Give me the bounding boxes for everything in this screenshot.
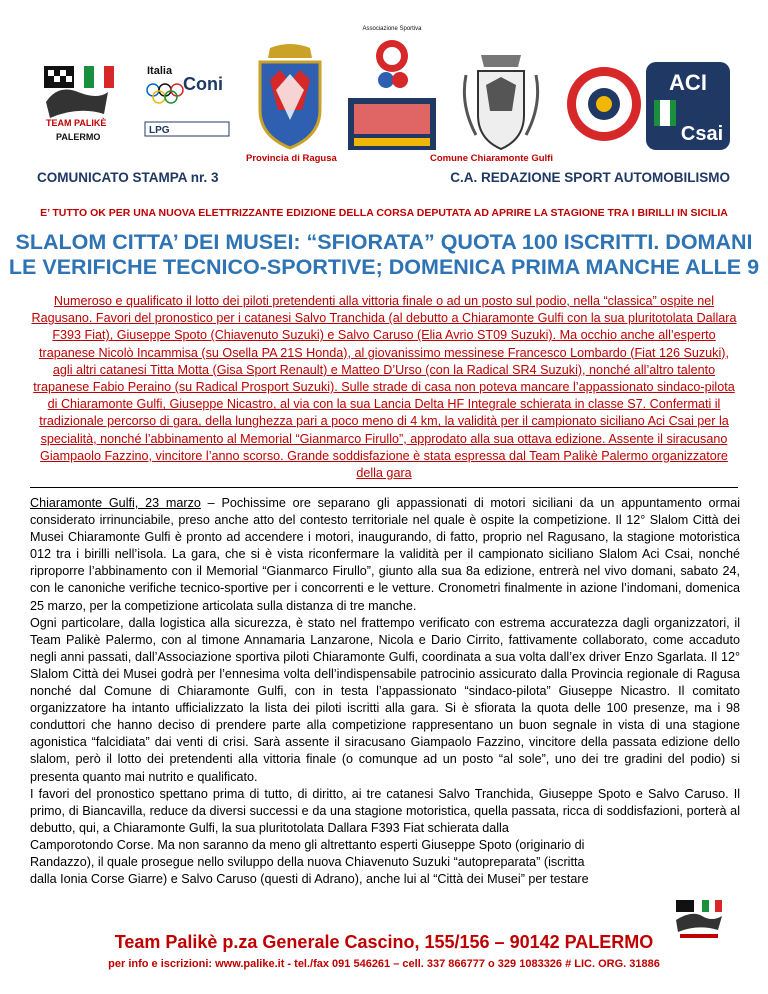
title-line-1: SLALOM CITTA’ DEI MUSEI: “SFIORATA” QUOTA 100 ISCRITTI. DOMANI bbox=[15, 230, 753, 254]
footer-address: Team Palikè p.za Generale Cascino, 155/156 – 90142 PALERMO bbox=[114, 932, 654, 952]
provincia-ragusa-crest-icon bbox=[240, 40, 340, 152]
team-palike-logo bbox=[38, 62, 120, 146]
article-body bbox=[30, 495, 740, 888]
svg-text:Italia: Italia bbox=[147, 65, 173, 77]
paragraph-3 bbox=[30, 786, 740, 837]
caption-comune-chiaramonte: Comune Chiaramonte Gulfi bbox=[430, 153, 553, 164]
associazione-sportiva-logo bbox=[342, 20, 442, 158]
svg-text:Associazione Sportiva: Associazione Sportiva bbox=[362, 26, 422, 32]
caption-provincia-ragusa: Provincia di Ragusa bbox=[246, 153, 337, 164]
svg-text:Coni: Coni bbox=[183, 74, 223, 94]
footer-contacts: per info e iscrizioni: www.palike.it - tel./fax 091 546261 – cell. 337 866777 o 329 1083326 # LIC. ORG. 31886 bbox=[108, 958, 660, 970]
paragraph-3-line-2: Camporotondo Corse. Ma non saranno da meno gli altrettanto esperti Giuseppe Spoto (originario di bbox=[30, 837, 585, 852]
paragraph-3-part-1: I favori del pronostico spettano prima di tutto, di diritto, ai tre catanesi Salvo Tranchida, Giuseppe Spoto e Salvo Caruso. Il primo, di Biancavilla, reduce da diversi successi e da una stagione motoristica, quella passata, ricca di soddisfazioni, porterà al debutto, qui, a Chiaramonte Gulfi, la sua pluritotolata Dallara F393 Fiat schierata dalla bbox=[30, 786, 740, 835]
paragraph-2: Ogni particolare, dalla logistica alla sicurezza, è stato nel frattempo verificato con estrema accuratezza dagli organizzatori, il Team Palikè Palermo, con al timone Annamaria Lanzarone, Nicola e Dario Cirrito, fattivamente collaborato, come accaduto negli anni passati, dall’Associazione sportiva piloti Chiaramonte Gulfi, coordinata a sua volta dall’ex driver Enzo Sgarlata. Il 12° Slalom Città dei Musei godrà per l’ennesima volta dell’indispensabile patrocinio assicurato dalla Provincia regionale di Ragusa nonché dal Comune di Chiaramonte Gulfi, con in testa l’appassionato “sindaco-pilota” Giuseppe Nicastro. Il comitato organizzatore ha intanto ufficializzato la lista dei piloti iscritti alla gara. Si è sfiorata la quota delle 100 presenze, ma i 98 conduttori che hanno deciso di prendere parte alla competizione rappresentano un buon segnale in vista di una stagione agonistica “falcidiata” dai venti di crisi. Sarà assente il siracusano Giampaolo Fazzino, vincitore della passata edizione dello slalom, però il lotto dei pretendenti alla vittoria finale (o comunque ad un posto “al sole”, uno dei tre gradini del podio) si presenta quanto mai nutrito e qualificato. bbox=[30, 615, 740, 784]
page-title bbox=[0, 230, 768, 280]
lead-paragraph: Numeroso e qualificato il lotto dei piloti pretendenti alla vittoria finale o ad un posto sul podio, nella “classica” ospite nel Ragusano. Favori del pronostico per i catanesi Salvo Tranchida (al debutto a Chiaramonte Gulfi con la sua pluritotolata Dallara F393 Fiat), Giuseppe Spoto (Chiavenuto Suzuki) e Salvo Caruso (Elia Avrio ST09 Suzuki). Ma occhio anche all’esperto trapanese Nicolò Incammisa (su Osella PA 21S Honda), al giovanissimo messinese Francesco Lombardo (Fiat 126 Suzuki), agli altri catanesi Titta Motta (Gisa Sport Renault) e Matteo D’Urso (con la Radical SR4 Suzuki), nonché all’altro talento trapanese Fabio Peraino (su Radical Prosport Suzuki). Sulle strade di casa non poteva mancare l’appassionato sindaco-pilota di Chiaramonte Gulfi, Giuseppe Nicastro, al via con la sua Lancia Delta HF Integrale schierata in classe S7. Confermati il tradizionale percorso di gara, della lunghezza pari a poco meno di 4 km, la validità per il campionato siciliano Aci Csai per la specialità, nonché l’abbinamento al Memorial “Gianmarco Firullo”, approdato alla sua ottava edizione. Assente il siracusano Giampaolo Fazzino, vincitore l’anno scorso. Grande soddisfazione è stata espressa dal Team Palikè Palermo organizzatore della gara bbox=[31, 294, 737, 481]
svg-text:ACI: ACI bbox=[669, 70, 707, 95]
dateline: Chiaramonte Gulfi, 23 marzo bbox=[30, 496, 201, 510]
svg-text:TEAM PALIKÈ: TEAM PALIKÈ bbox=[46, 118, 107, 128]
paragraph-1 bbox=[30, 495, 740, 615]
paragraph-3-line-4: dalla Ionia Corse Giarre) e Salvo Caruso (questi di Adrano), anche lui al “Città dei Musei” per testare bbox=[30, 872, 589, 887]
paragraph-3-line-3: Randazzo), il quale prosegue nello sviluppo della nuova Chiavenuto Suzuki “autopreparata” (iscritta bbox=[30, 854, 585, 869]
svg-text:PALERMO: PALERMO bbox=[56, 132, 101, 142]
comune-chiaramonte-crest-icon bbox=[456, 45, 546, 155]
aci-csai-logo bbox=[644, 60, 732, 152]
coni-logo bbox=[143, 60, 233, 142]
svg-text:Csai: Csai bbox=[680, 123, 724, 145]
svg-text:LPG: LPG bbox=[149, 125, 170, 136]
paragraph-1-text: – Pochissime ore separano gli appassionati di motori siciliani da un appuntamento ormai considerato irrinunciabile, preso anche atto del contesto territoriale nel quale è ospite la competizione. Il 12° Slalom Città dei Musei Chiaramonte Gulfi è pronto ad accendere i motori, inaugurando, di fatto, proprio nel Ragusano, la stagione motoristica 012 tra i birilli nell’isola. La gara, che si è vista riconfermare la validità per il campionato siciliano Slalom Aci Csai, nonché riproporre l’abbinamento con il Memorial “Gianmarco Firullo”, giunto alla sua 8a edizione, entrerà nel vivo domani, sabato 24, con le canoniche verifiche tecnico-sportive per i concorrenti e le vetture. Cronometri finalmente in azione l’indomani, domenica 25 marzo, per la competizione articolata sulla distanza di tre manche. bbox=[30, 496, 740, 613]
press-release-number: COMUNICATO STAMPA nr. 3 bbox=[37, 170, 219, 185]
section-divider bbox=[30, 487, 738, 488]
automobilistica-badge-icon bbox=[565, 65, 643, 143]
recipient-line: C.A. REDAZIONE SPORT AUTOMOBILISMO bbox=[450, 170, 730, 185]
kicker-headline: E’ TUTTO OK PER UNA NUOVA ELETTRIZZANTE EDIZIONE DELLA CORSA DEPUTATA AD APRIRE LA STAGIONE TRA I BIRILLI IN SICILIA bbox=[40, 207, 728, 219]
title-line-2: LE VERIFICHE TECNICO-SPORTIVE; DOMENICA PRIMA MANCHE ALLE 9 bbox=[8, 255, 760, 279]
